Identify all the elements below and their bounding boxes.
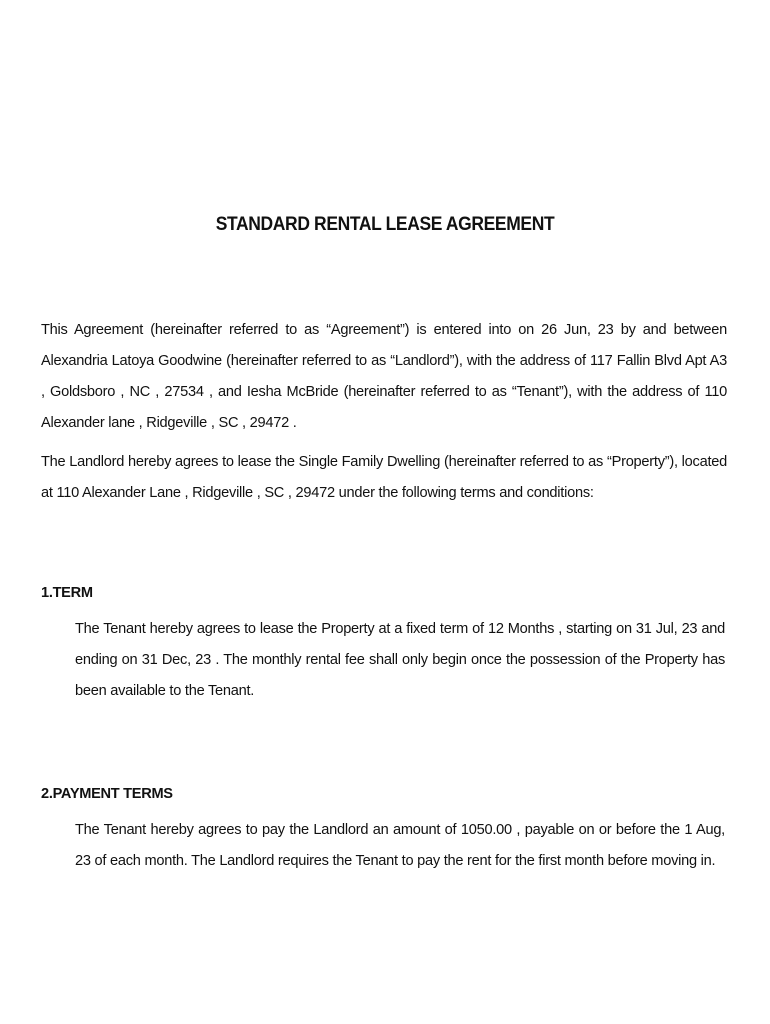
document-title: STANDARD RENTAL LEASE AGREEMENT	[215, 214, 555, 235]
section-body-term: The Tenant hereby agrees to lease the Property at a fixed term of 12 Months , starting on 31 Jul, 23 and ending on 31 Dec, 23 . The monthly rental fee shall only begin once the possession of the Property has been available to the Tenant.	[75, 621, 725, 699]
intro-paragraph: This Agreement (hereinafter referred to as “Agreement”) is entered into on 26 Jun, 23 by and between Alexandria Latoya Goodwine (hereinafter referred to as “Landlord”), with the address of 117 Fallin Blvd Apt A3 , Goldsboro , NC , 27534 , and Iesha McBride (hereinafter referred to as “Tenant”), with the address of 110 Alexander lane , Ridgeville , SC , 29472 .	[41, 322, 727, 431]
section-heading-payment-terms: 2.PAYMENT TERMS	[41, 786, 173, 802]
section-body-payment-terms: The Tenant hereby agrees to pay the Landlord an amount of 1050.00 , payable on or before the 1 Aug, 23 of each month. The Landlord requires the Tenant to pay the rent for the first month before moving in.	[75, 822, 725, 869]
section-heading-term: 1.TERM	[41, 585, 93, 601]
property-paragraph: The Landlord hereby agrees to lease the Single Family Dwelling (hereinafter referred to as “Property”), located at 110 Alexander Lane , Ridgeville , SC , 29472 under the following terms and conditions:	[41, 454, 727, 501]
